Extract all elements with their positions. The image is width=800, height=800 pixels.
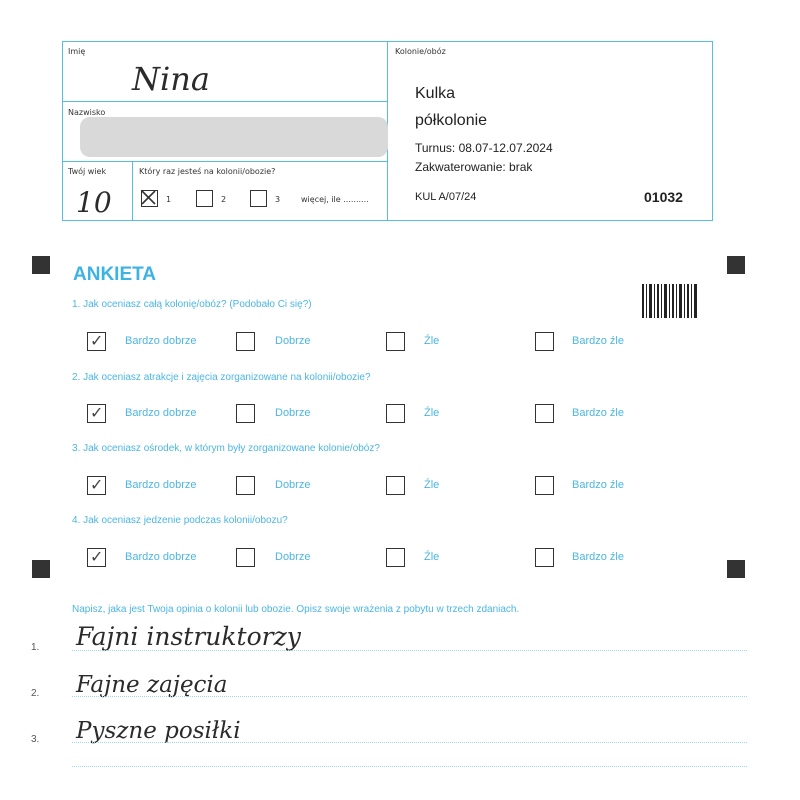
q2-checkbox-bardzo-zle[interactable] <box>535 404 554 423</box>
q4-checkbox-zle[interactable] <box>386 548 405 567</box>
registration-marker-top-right <box>727 256 745 274</box>
registration-marker-bottom-right <box>727 560 745 578</box>
kolonie-label: Kolonie/obóz <box>395 47 446 56</box>
q4-checkbox-dobrze[interactable] <box>236 548 255 567</box>
barcode-icon <box>642 284 697 318</box>
q1-checkbox-zle[interactable] <box>386 332 405 351</box>
q1-checkbox-dobrze[interactable] <box>236 332 255 351</box>
turnus: Turnus: 08.07-12.07.2024 <box>415 141 553 155</box>
code: KUL A/07/24 <box>415 191 477 203</box>
checkmark-icon: ✓ <box>90 333 104 350</box>
q3-checkbox-bardzo-zle[interactable] <box>535 476 554 495</box>
opinion-line-1 <box>72 650 747 651</box>
x-mark-icon <box>140 189 157 206</box>
ktory-raz-checkbox-1[interactable] <box>141 190 158 207</box>
q2-option-bardzo-dobrze: Bardzo dobrze <box>125 407 197 419</box>
registration-marker-bottom-left <box>32 560 50 578</box>
ktory-raz-option-2: 2 <box>221 195 227 204</box>
q4-option-bardzo-zle: Bardzo źle <box>572 551 624 563</box>
q3-checkbox-bardzo-dobrze[interactable] <box>87 476 106 495</box>
q2-option-bardzo-zle: Bardzo źle <box>572 407 624 419</box>
wiek-label: Twój wiek <box>68 167 107 176</box>
imie-label: Imię <box>68 47 86 56</box>
kolonie-type: półkolonie <box>415 112 488 129</box>
q4-option-dobrze: Dobrze <box>275 551 311 563</box>
q1-option-zle: Źle <box>424 335 440 347</box>
question-2: 2. Jak oceniasz atrakcje i zajęcia zorganizowane na kolonii/obozie? <box>72 372 371 383</box>
opinion-line-3-text[interactable]: Pyszne posiłki <box>76 718 241 744</box>
kolonie-name: Kulka <box>415 85 456 102</box>
nazwisko-label: Nazwisko <box>68 108 106 117</box>
q2-checkbox-zle[interactable] <box>386 404 405 423</box>
checkmark-icon: ✓ <box>90 549 104 566</box>
opinion-line-1-number: 1. <box>31 642 40 653</box>
wiek-value[interactable]: 10 <box>76 186 112 219</box>
q4-option-bardzo-dobrze: Bardzo dobrze <box>125 551 197 563</box>
question-3: 3. Jak oceniasz ośrodek, w którym były zorganizowane kolonie/obóz? <box>72 443 380 454</box>
q4-checkbox-bardzo-dobrze[interactable] <box>87 548 106 567</box>
q3-option-zle: Źle <box>424 479 440 491</box>
opinion-line-3 <box>72 742 747 743</box>
zakwaterowanie: Zakwaterowanie: brak <box>415 160 533 174</box>
q3-option-bardzo-dobrze: Bardzo dobrze <box>125 479 197 491</box>
header-divider-imie <box>62 101 388 102</box>
q2-checkbox-bardzo-dobrze[interactable] <box>87 404 106 423</box>
form-number: 01032 <box>644 189 683 205</box>
opinion-line-4 <box>72 766 747 767</box>
wiecej-label: więcej, ile .......... <box>301 195 369 204</box>
q1-option-bardzo-dobrze: Bardzo dobrze <box>125 335 197 347</box>
q2-option-zle: Źle <box>424 407 440 419</box>
ktory-raz-checkbox-3[interactable] <box>250 190 267 207</box>
checkmark-icon: ✓ <box>90 405 104 422</box>
q2-option-dobrze: Dobrze <box>275 407 311 419</box>
q1-checkbox-bardzo-dobrze[interactable] <box>87 332 106 351</box>
q1-option-bardzo-zle: Bardzo źle <box>572 335 624 347</box>
ktory-raz-label: Który raz jesteś na kolonii/obozie? <box>139 167 276 176</box>
question-1: 1. Jak oceniasz całą kolonię/obóz? (Podobało Ci się?) <box>72 299 312 310</box>
opinion-line-2-number: 2. <box>31 688 40 699</box>
q2-checkbox-dobrze[interactable] <box>236 404 255 423</box>
survey-title: ANKIETA <box>73 264 157 285</box>
header-divider-age <box>132 161 133 221</box>
ktory-raz-option-1: 1 <box>166 195 172 204</box>
q1-option-dobrze: Dobrze <box>275 335 311 347</box>
opinion-line-2-text[interactable]: Fajne zajęcia <box>76 672 228 698</box>
q1-checkbox-bardzo-zle[interactable] <box>535 332 554 351</box>
q3-option-bardzo-zle: Bardzo źle <box>572 479 624 491</box>
opinion-line-2 <box>72 696 747 697</box>
q3-option-dobrze: Dobrze <box>275 479 311 491</box>
nazwisko-redacted[interactable] <box>80 117 388 157</box>
q4-checkbox-bardzo-zle[interactable] <box>535 548 554 567</box>
q3-checkbox-zle[interactable] <box>386 476 405 495</box>
opinion-line-1-text[interactable]: Fajni instruktorzy <box>76 622 301 651</box>
checkmark-icon: ✓ <box>90 477 104 494</box>
ktory-raz-checkbox-2[interactable] <box>196 190 213 207</box>
registration-marker-top-left <box>32 256 50 274</box>
q3-checkbox-dobrze[interactable] <box>236 476 255 495</box>
header-divider-nazwisko <box>62 161 388 162</box>
ktory-raz-option-3: 3 <box>275 195 281 204</box>
imie-value[interactable]: Nina <box>132 60 210 98</box>
q4-option-zle: Źle <box>424 551 440 563</box>
opinion-line-3-number: 3. <box>31 734 40 745</box>
opinion-prompt: Napisz, jaka jest Twoja opinia o kolonii lub obozie. Opisz swoje wrażenia z pobytu w trzech zdaniach. <box>72 604 520 615</box>
question-4: 4. Jak oceniasz jedzenie podczas kolonii/obozu? <box>72 515 288 526</box>
